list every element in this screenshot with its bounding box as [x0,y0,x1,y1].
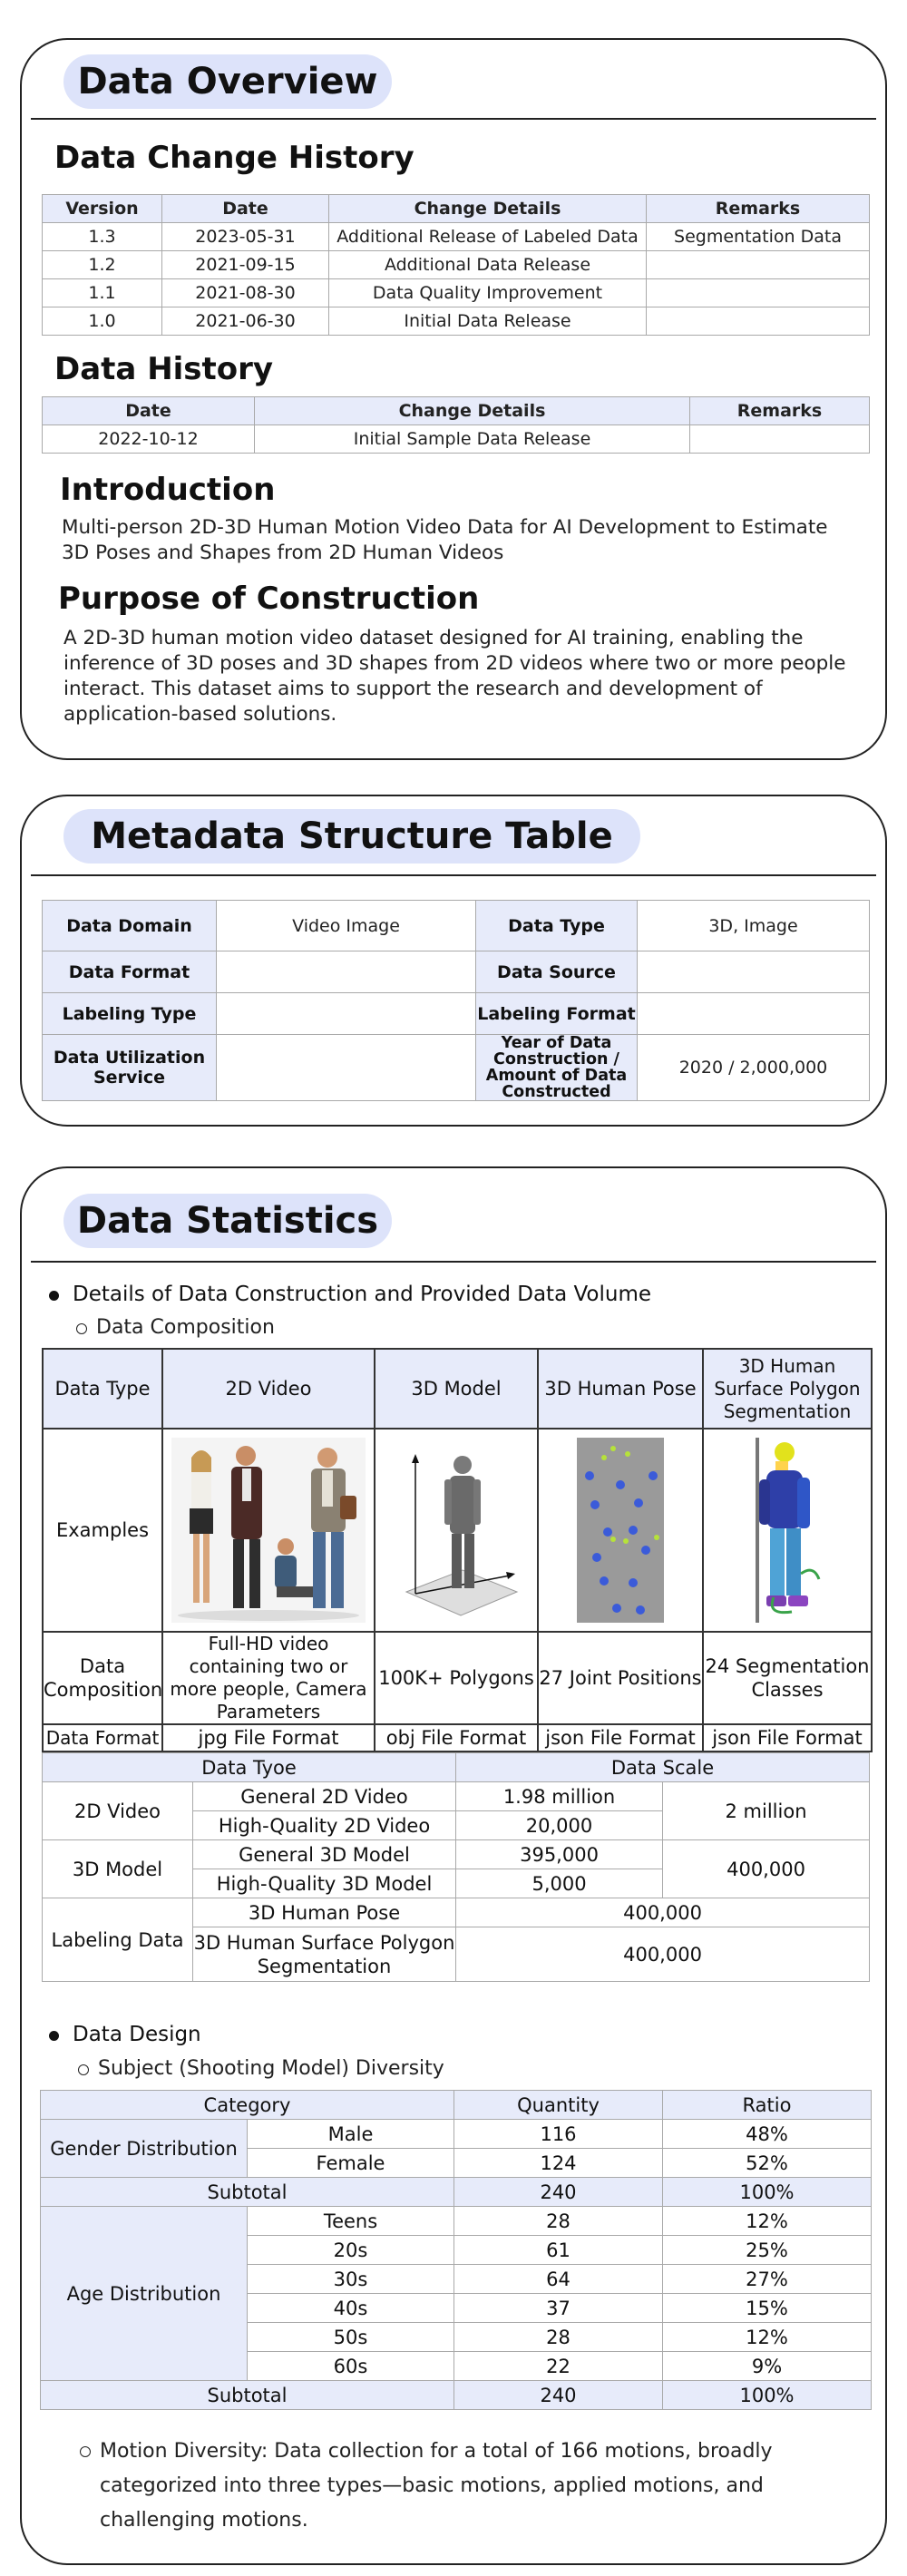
cell: 116 [454,2120,663,2149]
cell: 40s [248,2294,454,2323]
cell: 48% [663,2120,872,2149]
meta-value [638,993,870,1035]
table-row [43,1035,870,1101]
table-row [43,993,870,1035]
3d-model-image [388,1439,524,1621]
age-label: Age Distribution [41,2207,248,2381]
header-category: Category [41,2091,454,2120]
table-row [43,251,870,279]
meta-value: Video Image [217,901,476,951]
cell: General 2D Video [193,1782,456,1811]
header-3d-segmentation: 3D Human Surface Polygon Segmentation [703,1349,872,1429]
meta-value [217,951,476,993]
cell: 5,000 [456,1869,663,1898]
cell: Additional Data Release [329,251,647,279]
group-total: 400,000 [663,1840,870,1898]
cell: 1.0 [43,307,162,336]
cell: json File Format [538,1724,703,1751]
composition-table [42,1348,873,1752]
cell: Initial Sample Data Release [255,425,690,454]
header-quantity: Quantity [454,2091,663,2120]
sub-subject-diversity: Subject (Shooting Model) Diversity [98,2057,444,2080]
cell: 2022-10-12 [43,425,255,454]
cell: 3D Human Surface Polygon Segmentation [193,1927,456,1982]
cell: Segmentation Data [647,223,870,251]
table-row [43,1753,870,1782]
cell: 25% [663,2236,872,2265]
table-row [43,1724,872,1751]
table-row [43,1898,870,1927]
group-label: 3D Model [43,1840,193,1898]
table-row [43,1840,870,1869]
meta-key: Data Utilization Service [43,1035,217,1101]
table-row [43,1632,872,1724]
examples-label: Examples [43,1429,162,1632]
cell: 1.2 [43,251,162,279]
data-overview-title: Data Overview [63,54,392,109]
data-overview-card [20,38,887,760]
cell: 15% [663,2294,872,2323]
gender-label: Gender Distribution [41,2120,248,2178]
cell: Full-HD video containing two or more people, Camera Parameters [162,1632,375,1724]
introduction-heading: Introduction [60,472,276,508]
introduction-text: Multi-person 2D-3D Human Motion Video Data for AI Development to Estimate 3D Poses and Shapes from 2D Human Videos [62,516,828,564]
header-data-type: Data Tyoe [43,1753,456,1782]
table-row [41,2381,872,2410]
cell: 1.3 [43,223,162,251]
cell: High-Quality 3D Model [193,1869,456,1898]
cell: Teens [248,2207,454,2236]
col-remarks: Remarks [647,195,870,223]
group-label: 2D Video [43,1782,193,1840]
meta-key: Year of Data Construction / Amount of Data Constructed [476,1035,638,1101]
meta-key: Data Domain [43,901,217,951]
purpose-heading: Purpose of Construction [58,581,480,617]
header-data-scale: Data Scale [456,1753,870,1782]
col-date: Date [43,397,255,425]
meta-key: Data Type [476,901,638,951]
metadata-title: Metadata Structure Table [63,809,640,864]
meta-value [217,1035,476,1101]
data-statistics-card [20,1166,887,2565]
cell: Initial Data Release [329,307,647,336]
cell: 61 [454,2236,663,2265]
cell: 100% [663,2178,872,2207]
cell: 240 [454,2178,663,2207]
cell: 28 [454,2323,663,2352]
motion-diversity-text: Motion Diversity: Data collection for a total of 166 motions, broadly categorized into three types—basic motions, applied motions, and challenging motions. [100,2435,807,2538]
cell: 22 [454,2352,663,2381]
table-row [43,223,870,251]
cell: Male [248,2120,454,2149]
cell: 400,000 [456,1898,870,1927]
cell: 395,000 [456,1840,663,1869]
bullet-data-design: Data Design [73,2023,201,2046]
table-row [43,901,870,951]
cell [647,251,870,279]
cell: 52% [663,2149,872,2178]
col-date: Date [162,195,329,223]
cell: 27% [663,2265,872,2294]
header-data-type: Data Type [43,1349,162,1429]
table-row [43,279,870,307]
data-history-heading: Data History [54,351,274,387]
cell: 37 [454,2294,663,2323]
bullet-construction: Details of Data Construction and Provided Data Volume [73,1283,652,1306]
format-label: Data Format [43,1724,162,1751]
section-divider [31,1261,876,1263]
cell [647,307,870,336]
table-row [41,2207,872,2236]
header-3d-human-pose: 3D Human Pose [538,1349,703,1429]
cell: 1.1 [43,279,162,307]
example-3d-human-pose [538,1429,703,1632]
section-divider [31,118,876,120]
meta-key: Data Source [476,951,638,993]
cell [647,279,870,307]
col-change-details: Change Details [329,195,647,223]
cell: 24 Segmentation Classes [703,1632,872,1724]
cell: 50s [248,2323,454,2352]
cell: 20s [248,2236,454,2265]
cell: 64 [454,2265,663,2294]
metadata-table [42,900,870,1101]
table-row [43,425,870,454]
table-row [41,2120,872,2149]
cell: 20,000 [456,1811,663,1840]
people-photo-image [171,1438,366,1623]
cell: 1.98 million [456,1782,663,1811]
table-row [41,2091,872,2120]
data-scale-table [42,1752,870,1982]
cell: 2021-09-15 [162,251,329,279]
cell: 28 [454,2207,663,2236]
group-label: Labeling Data [43,1898,193,1982]
table-row [43,1349,872,1429]
col-remarks: Remarks [690,397,870,425]
table-row [43,1429,872,1632]
meta-value: 3D, Image [638,901,870,951]
section-divider [31,874,876,876]
subject-diversity-table [40,2090,872,2410]
cell: 27 Joint Positions [538,1632,703,1724]
cell: 60s [248,2352,454,2381]
pose-joints-image [577,1438,664,1623]
cell: 12% [663,2323,872,2352]
header-ratio: Ratio [663,2091,872,2120]
example-3d-model [375,1429,538,1632]
table-row [43,951,870,993]
data-history-table [42,396,870,454]
cell: jpg File Format [162,1724,375,1751]
data-statistics-title: Data Statistics [63,1194,392,1248]
table-row [41,2178,872,2207]
cell: 400,000 [456,1927,870,1982]
col-version: Version [43,195,162,223]
group-total: 2 million [663,1782,870,1840]
cell: 30s [248,2265,454,2294]
cell: 2021-06-30 [162,307,329,336]
cell: 12% [663,2207,872,2236]
cell: General 3D Model [193,1840,456,1869]
segmentation-image [746,1438,828,1623]
example-2d-video [162,1429,375,1632]
sub-data-composition: Data Composition [96,1316,275,1339]
cell: 2021-08-30 [162,279,329,307]
cell: 9% [663,2352,872,2381]
cell: 100% [663,2381,872,2410]
header-2d-video: 2D Video [162,1349,375,1429]
cell: 2023-05-31 [162,223,329,251]
cell: Female [248,2149,454,2178]
meta-value [217,993,476,1035]
header-3d-model: 3D Model [375,1349,538,1429]
meta-key: Data Format [43,951,217,993]
cell: High-Quality 2D Video [193,1811,456,1840]
cell: json File Format [703,1724,872,1751]
example-segmentation [703,1429,872,1632]
cell: 100K+ Polygons [375,1632,538,1724]
cell: Data Quality Improvement [329,279,647,307]
cell: 3D Human Pose [193,1898,456,1927]
meta-key: Labeling Format [476,993,638,1035]
cell: 240 [454,2381,663,2410]
metadata-card [20,795,887,1127]
cell: 124 [454,2149,663,2178]
subtotal-label: Subtotal [41,2178,454,2207]
subtotal-label: Subtotal [41,2381,454,2410]
meta-value: 2020 / 2,000,000 [638,1035,870,1101]
table-row [43,307,870,336]
cell [690,425,870,454]
col-change-details: Change Details [255,397,690,425]
cell: Additional Release of Labeled Data [329,223,647,251]
composition-label: Data Composition [43,1632,162,1724]
meta-key: Labeling Type [43,993,217,1035]
meta-value [638,951,870,993]
change-history-table [42,194,870,336]
change-history-heading: Data Change History [54,140,414,176]
table-row [43,1782,870,1811]
purpose-text: A 2D-3D human motion video dataset designed for AI training, enabling the inference of 3D poses and 3D shapes from 2D videos where two or more people interact. This dataset aims to support the research and development of application-based solutions. [63,627,846,726]
cell: obj File Format [375,1724,538,1751]
